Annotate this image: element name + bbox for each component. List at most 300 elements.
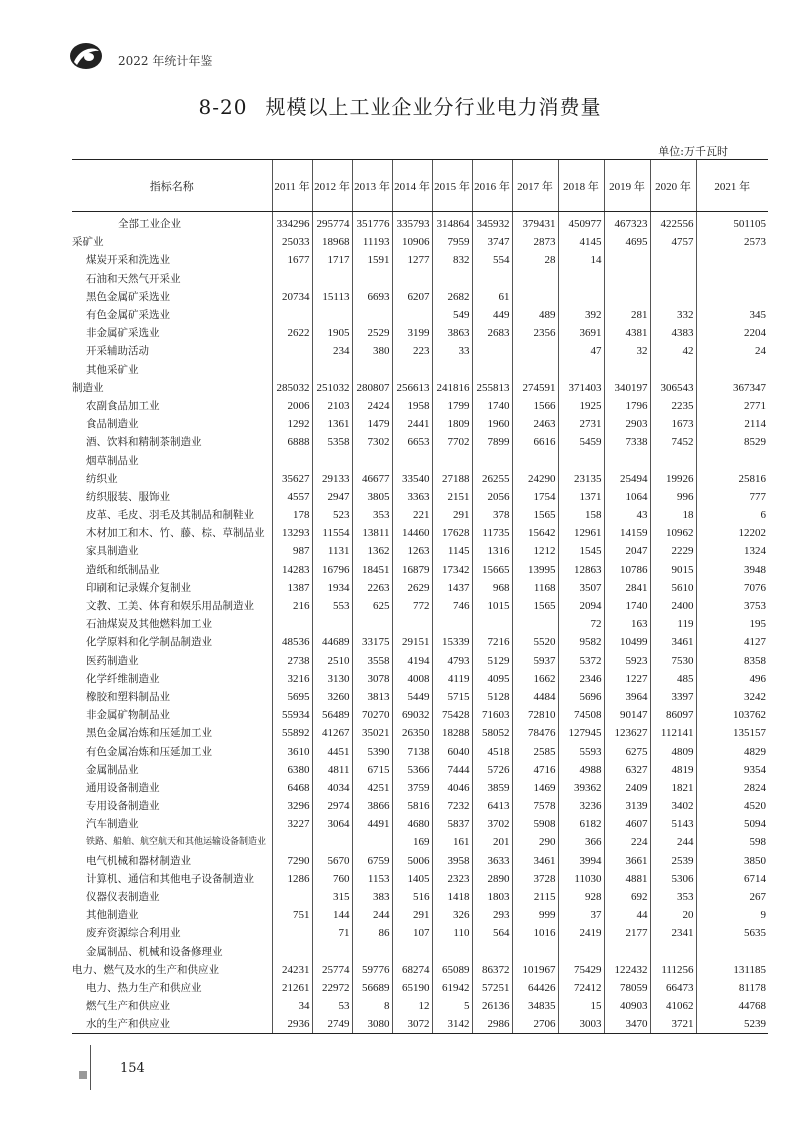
value-cell: 1566 bbox=[512, 397, 558, 415]
table-row bbox=[72, 1015, 768, 1034]
value-cell: 2903 bbox=[604, 415, 650, 433]
value-cell: 2629 bbox=[392, 579, 432, 597]
value-cell: 5006 bbox=[392, 852, 432, 870]
value-cell: 1925 bbox=[558, 397, 604, 415]
value-cell: 1479 bbox=[352, 415, 392, 433]
value-cell: 2890 bbox=[472, 870, 512, 888]
value-cell: 34 bbox=[272, 997, 312, 1015]
value-cell bbox=[604, 943, 650, 961]
table-row bbox=[72, 815, 768, 833]
value-cell: 290 bbox=[512, 833, 558, 851]
value-cell: 25774 bbox=[312, 961, 352, 979]
value-cell: 17342 bbox=[432, 561, 472, 579]
value-cell: 1958 bbox=[392, 397, 432, 415]
value-cell: 18288 bbox=[432, 724, 472, 742]
value-cell: 3199 bbox=[392, 324, 432, 342]
value-cell bbox=[432, 361, 472, 379]
row-label: 造纸和纸制品业 bbox=[86, 563, 160, 576]
value-cell: 3994 bbox=[558, 852, 604, 870]
table-row bbox=[72, 979, 768, 997]
row-label: 酒、饮料和精制茶制造业 bbox=[86, 436, 202, 449]
value-cell: 6327 bbox=[604, 761, 650, 779]
value-cell: 216 bbox=[272, 597, 312, 615]
value-cell: 4095 bbox=[472, 670, 512, 688]
table-row bbox=[72, 724, 768, 742]
value-cell: 3470 bbox=[604, 1015, 650, 1034]
value-cell: 14460 bbox=[392, 524, 432, 542]
value-cell: 3072 bbox=[392, 1015, 432, 1034]
value-cell: 1934 bbox=[312, 579, 352, 597]
value-cell: 5593 bbox=[558, 742, 604, 760]
table-title bbox=[0, 91, 800, 120]
value-cell bbox=[512, 943, 558, 961]
row-label: 文教、工美、体育和娱乐用品制造业 bbox=[86, 600, 254, 613]
column-header-name: 指标名称 bbox=[72, 160, 272, 212]
row-label: 开采辅助活动 bbox=[86, 345, 149, 358]
row-label: 有色金属矿采选业 bbox=[86, 309, 170, 322]
value-cell: 25816 bbox=[696, 470, 768, 488]
row-label: 全部工业企业 bbox=[118, 218, 181, 231]
value-cell bbox=[312, 270, 352, 288]
table-row bbox=[72, 561, 768, 579]
value-cell: 489 bbox=[512, 306, 558, 324]
table-row bbox=[72, 579, 768, 597]
row-label: 木材加工和木、竹、藤、棕、草制品业 bbox=[86, 527, 265, 540]
value-cell: 345 bbox=[696, 306, 768, 324]
value-cell: 44768 bbox=[696, 997, 768, 1015]
value-cell: 383 bbox=[352, 888, 392, 906]
value-cell: 14159 bbox=[604, 524, 650, 542]
value-cell: 5094 bbox=[696, 815, 768, 833]
value-cell: 314864 bbox=[432, 215, 472, 233]
value-cell: 2873 bbox=[512, 233, 558, 251]
table-row bbox=[72, 906, 768, 924]
value-cell: 1418 bbox=[432, 888, 472, 906]
value-cell bbox=[512, 615, 558, 633]
value-cell bbox=[272, 361, 312, 379]
value-cell: 59776 bbox=[352, 961, 392, 979]
value-cell: 968 bbox=[472, 579, 512, 597]
value-cell: 7702 bbox=[432, 433, 472, 451]
value-cell: 221 bbox=[392, 506, 432, 524]
value-cell: 2346 bbox=[558, 670, 604, 688]
value-cell: 2771 bbox=[696, 397, 768, 415]
row-label: 金属制品业 bbox=[86, 763, 139, 776]
value-cell: 16879 bbox=[392, 561, 432, 579]
value-cell: 5520 bbox=[512, 633, 558, 651]
value-cell: 33175 bbox=[352, 633, 392, 651]
value-cell bbox=[558, 943, 604, 961]
value-cell: 22972 bbox=[312, 979, 352, 997]
value-cell: 2936 bbox=[272, 1015, 312, 1034]
value-cell: 692 bbox=[604, 888, 650, 906]
value-cell: 4451 bbox=[312, 742, 352, 760]
value-cell: 2409 bbox=[604, 779, 650, 797]
value-cell bbox=[650, 251, 696, 269]
value-cell: 7899 bbox=[472, 433, 512, 451]
value-cell: 72810 bbox=[512, 706, 558, 724]
value-cell: 23135 bbox=[558, 470, 604, 488]
value-cell: 3633 bbox=[472, 852, 512, 870]
value-cell: 3064 bbox=[312, 815, 352, 833]
row-label: 纺织服装、服饰业 bbox=[86, 490, 170, 503]
value-cell: 291 bbox=[392, 906, 432, 924]
value-cell: 6275 bbox=[604, 742, 650, 760]
value-cell: 78059 bbox=[604, 979, 650, 997]
row-label: 通用设备制造业 bbox=[86, 781, 160, 794]
table-row bbox=[72, 361, 768, 379]
row-label: 皮革、毛皮、羽毛及其制品和制鞋业 bbox=[86, 509, 254, 522]
value-cell bbox=[272, 924, 312, 942]
value-cell: 353 bbox=[650, 888, 696, 906]
table-row bbox=[72, 943, 768, 961]
value-cell: 2177 bbox=[604, 924, 650, 942]
value-cell: 7338 bbox=[604, 433, 650, 451]
value-cell: 27188 bbox=[432, 470, 472, 488]
value-cell: 315 bbox=[312, 888, 352, 906]
value-cell: 5129 bbox=[472, 652, 512, 670]
value-cell: 516 bbox=[392, 888, 432, 906]
value-cell: 6759 bbox=[352, 852, 392, 870]
value-cell: 1799 bbox=[432, 397, 472, 415]
value-cell: 2419 bbox=[558, 924, 604, 942]
value-cell bbox=[312, 943, 352, 961]
value-cell: 5923 bbox=[604, 652, 650, 670]
value-cell: 1168 bbox=[512, 579, 558, 597]
value-cell: 3003 bbox=[558, 1015, 604, 1034]
row-label: 石油和天然气开采业 bbox=[86, 272, 181, 285]
value-cell: 3691 bbox=[558, 324, 604, 342]
value-cell: 28 bbox=[512, 251, 558, 269]
table-row bbox=[72, 233, 768, 251]
value-cell: 267 bbox=[696, 888, 768, 906]
value-cell: 15642 bbox=[512, 524, 558, 542]
value-cell bbox=[512, 270, 558, 288]
table-row bbox=[72, 797, 768, 815]
value-cell: 928 bbox=[558, 888, 604, 906]
value-cell: 10906 bbox=[392, 233, 432, 251]
value-cell: 13811 bbox=[352, 524, 392, 542]
value-cell bbox=[392, 615, 432, 633]
value-cell bbox=[432, 943, 472, 961]
value-cell bbox=[696, 943, 768, 961]
value-cell: 26350 bbox=[392, 724, 432, 742]
value-cell: 2749 bbox=[312, 1015, 352, 1034]
value-cell: 26255 bbox=[472, 470, 512, 488]
value-cell: 15113 bbox=[312, 288, 352, 306]
value-cell: 5372 bbox=[558, 652, 604, 670]
row-label: 医药制造业 bbox=[86, 654, 139, 667]
yearbook-header: 2022 年统计年鉴 bbox=[118, 54, 213, 68]
value-cell: 3661 bbox=[604, 852, 650, 870]
value-cell: 772 bbox=[392, 597, 432, 615]
value-cell bbox=[696, 288, 768, 306]
table-body bbox=[72, 215, 768, 1034]
row-label: 非金属矿采选业 bbox=[86, 327, 160, 340]
value-cell: 3610 bbox=[272, 742, 312, 760]
value-cell: 86 bbox=[352, 924, 392, 942]
value-cell bbox=[650, 451, 696, 469]
table-row bbox=[72, 961, 768, 979]
value-cell: 55892 bbox=[272, 724, 312, 742]
unit-label: 单位:万千瓦时 bbox=[658, 145, 728, 158]
value-cell: 9015 bbox=[650, 561, 696, 579]
value-cell: 1796 bbox=[604, 397, 650, 415]
value-cell: 1677 bbox=[272, 251, 312, 269]
column-header-year: 2021 年 bbox=[696, 160, 768, 212]
value-cell: 1263 bbox=[392, 542, 432, 560]
value-cell: 6380 bbox=[272, 761, 312, 779]
value-cell: 1371 bbox=[558, 488, 604, 506]
value-cell: 14 bbox=[558, 251, 604, 269]
value-cell: 7444 bbox=[432, 761, 472, 779]
value-cell: 1717 bbox=[312, 251, 352, 269]
value-cell: 9582 bbox=[558, 633, 604, 651]
value-cell: 5 bbox=[432, 997, 472, 1015]
value-cell: 3260 bbox=[312, 688, 352, 706]
value-cell: 10786 bbox=[604, 561, 650, 579]
electricity-consumption-table bbox=[72, 159, 768, 1034]
value-cell bbox=[272, 451, 312, 469]
value-cell: 11554 bbox=[312, 524, 352, 542]
value-cell: 2841 bbox=[604, 579, 650, 597]
table-number: 8-20 bbox=[198, 95, 248, 119]
value-cell: 110 bbox=[432, 924, 472, 942]
value-cell: 8 bbox=[352, 997, 392, 1015]
value-cell: 1227 bbox=[604, 670, 650, 688]
value-cell: 7530 bbox=[650, 652, 696, 670]
value-cell: 5816 bbox=[392, 797, 432, 815]
value-cell: 4491 bbox=[352, 815, 392, 833]
value-cell bbox=[392, 361, 432, 379]
value-cell: 1960 bbox=[472, 415, 512, 433]
value-cell: 123627 bbox=[604, 724, 650, 742]
value-cell: 7216 bbox=[472, 633, 512, 651]
value-cell: 6888 bbox=[272, 433, 312, 451]
value-cell bbox=[650, 361, 696, 379]
value-cell bbox=[352, 361, 392, 379]
row-label: 水的生产和供应业 bbox=[72, 1015, 272, 1034]
table-row bbox=[72, 761, 768, 779]
value-cell: 1324 bbox=[696, 542, 768, 560]
value-cell: 280807 bbox=[352, 379, 392, 397]
value-cell: 554 bbox=[472, 251, 512, 269]
value-cell: 18451 bbox=[352, 561, 392, 579]
value-cell: 69032 bbox=[392, 706, 432, 724]
value-cell: 291 bbox=[432, 506, 472, 524]
value-cell bbox=[272, 342, 312, 360]
value-cell: 334296 bbox=[272, 215, 312, 233]
value-cell: 3078 bbox=[352, 670, 392, 688]
value-cell: 34835 bbox=[512, 997, 558, 1015]
value-cell: 2400 bbox=[650, 597, 696, 615]
table-row bbox=[72, 633, 768, 651]
value-cell bbox=[696, 270, 768, 288]
table-row bbox=[72, 615, 768, 633]
value-cell: 15665 bbox=[472, 561, 512, 579]
value-cell: 4194 bbox=[392, 652, 432, 670]
value-cell: 380 bbox=[352, 342, 392, 360]
value-cell: 256613 bbox=[392, 379, 432, 397]
row-label: 金属制品、机械和设备修理业 bbox=[86, 945, 223, 958]
value-cell: 1469 bbox=[512, 779, 558, 797]
value-cell: 450977 bbox=[558, 215, 604, 233]
value-cell: 4484 bbox=[512, 688, 558, 706]
value-cell: 61 bbox=[472, 288, 512, 306]
value-cell: 6040 bbox=[432, 742, 472, 760]
value-cell: 7959 bbox=[432, 233, 472, 251]
value-cell: 340197 bbox=[604, 379, 650, 397]
value-cell: 4793 bbox=[432, 652, 472, 670]
value-cell: 72 bbox=[558, 615, 604, 633]
value-cell: 351776 bbox=[352, 215, 392, 233]
value-cell bbox=[312, 833, 352, 851]
footer-rule bbox=[90, 1045, 91, 1090]
value-cell bbox=[312, 615, 352, 633]
value-cell: 306543 bbox=[650, 379, 696, 397]
row-label: 其他制造业 bbox=[86, 909, 139, 922]
column-header-year: 2015 年 bbox=[432, 160, 472, 212]
value-cell: 41267 bbox=[312, 724, 352, 742]
value-cell: 1286 bbox=[272, 870, 312, 888]
row-label: 家具制造业 bbox=[86, 545, 139, 558]
value-cell: 3242 bbox=[696, 688, 768, 706]
column-header-year: 2011 年 bbox=[272, 160, 312, 212]
column-header-year: 2013 年 bbox=[352, 160, 392, 212]
value-cell: 2682 bbox=[432, 288, 472, 306]
value-cell: 5390 bbox=[352, 742, 392, 760]
value-cell: 335793 bbox=[392, 215, 432, 233]
value-cell: 1673 bbox=[650, 415, 696, 433]
table-row bbox=[72, 506, 768, 524]
value-cell: 18 bbox=[650, 506, 696, 524]
value-cell: 2229 bbox=[650, 542, 696, 560]
value-cell: 58052 bbox=[472, 724, 512, 742]
value-cell: 1809 bbox=[432, 415, 472, 433]
value-cell: 987 bbox=[272, 542, 312, 560]
column-header-year: 2014 年 bbox=[392, 160, 432, 212]
value-cell: 5635 bbox=[696, 924, 768, 942]
value-cell: 3236 bbox=[558, 797, 604, 815]
value-cell: 2204 bbox=[696, 324, 768, 342]
value-cell: 101967 bbox=[512, 961, 558, 979]
value-cell: 5726 bbox=[472, 761, 512, 779]
value-cell: 119 bbox=[650, 615, 696, 633]
value-cell: 1662 bbox=[512, 670, 558, 688]
table-row bbox=[72, 251, 768, 269]
table-row bbox=[72, 888, 768, 906]
value-cell: 223 bbox=[392, 342, 432, 360]
value-cell: 5696 bbox=[558, 688, 604, 706]
value-cell: 295774 bbox=[312, 215, 352, 233]
value-cell: 553 bbox=[312, 597, 352, 615]
value-cell: 3080 bbox=[352, 1015, 392, 1034]
value-cell: 5239 bbox=[696, 1015, 768, 1034]
value-cell: 10962 bbox=[650, 524, 696, 542]
value-cell: 3363 bbox=[392, 488, 432, 506]
value-cell: 2510 bbox=[312, 652, 352, 670]
value-cell: 1437 bbox=[432, 579, 472, 597]
value-cell bbox=[604, 270, 650, 288]
value-cell bbox=[604, 451, 650, 469]
value-cell: 7302 bbox=[352, 433, 392, 451]
value-cell: 4809 bbox=[650, 742, 696, 760]
table-row bbox=[72, 306, 768, 324]
row-label: 专用设备制造业 bbox=[86, 800, 160, 813]
value-cell: 598 bbox=[696, 833, 768, 851]
value-cell bbox=[558, 288, 604, 306]
value-cell: 55934 bbox=[272, 706, 312, 724]
value-cell: 3850 bbox=[696, 852, 768, 870]
value-cell: 9 bbox=[696, 906, 768, 924]
value-cell: 378 bbox=[472, 506, 512, 524]
row-label: 计算机、通信和其他电子设备制造业 bbox=[86, 872, 254, 885]
value-cell: 75429 bbox=[558, 961, 604, 979]
value-cell: 2323 bbox=[432, 870, 472, 888]
value-cell bbox=[432, 270, 472, 288]
value-cell: 371403 bbox=[558, 379, 604, 397]
value-cell: 449 bbox=[472, 306, 512, 324]
row-label: 燃气生产和供应业 bbox=[86, 1000, 170, 1013]
row-label: 黑色金属冶炼和压延加工业 bbox=[86, 727, 212, 740]
value-cell: 1740 bbox=[472, 397, 512, 415]
value-cell bbox=[650, 943, 696, 961]
value-cell: 4046 bbox=[432, 779, 472, 797]
value-cell: 3402 bbox=[650, 797, 696, 815]
value-cell: 392 bbox=[558, 306, 604, 324]
value-cell: 71603 bbox=[472, 706, 512, 724]
value-cell: 18968 bbox=[312, 233, 352, 251]
value-cell bbox=[558, 270, 604, 288]
value-cell: 4034 bbox=[312, 779, 352, 797]
table-row bbox=[72, 451, 768, 469]
value-cell: 244 bbox=[352, 906, 392, 924]
value-cell: 9354 bbox=[696, 761, 768, 779]
value-cell: 7076 bbox=[696, 579, 768, 597]
value-cell: 7578 bbox=[512, 797, 558, 815]
value-cell: 8358 bbox=[696, 652, 768, 670]
value-cell: 178 bbox=[272, 506, 312, 524]
value-cell: 2103 bbox=[312, 397, 352, 415]
value-cell: 24231 bbox=[272, 961, 312, 979]
value-cell: 4381 bbox=[604, 324, 650, 342]
value-cell: 1565 bbox=[512, 506, 558, 524]
value-cell: 3507 bbox=[558, 579, 604, 597]
value-cell: 2824 bbox=[696, 779, 768, 797]
value-cell: 3753 bbox=[696, 597, 768, 615]
table-row bbox=[72, 997, 768, 1015]
value-cell: 281 bbox=[604, 306, 650, 324]
table-row bbox=[72, 215, 768, 233]
value-cell: 6616 bbox=[512, 433, 558, 451]
value-cell: 65190 bbox=[392, 979, 432, 997]
value-cell: 4829 bbox=[696, 742, 768, 760]
value-cell: 1292 bbox=[272, 415, 312, 433]
value-cell: 3859 bbox=[472, 779, 512, 797]
value-cell: 21261 bbox=[272, 979, 312, 997]
table-title-text: 规模以上工业企业分行业电力消费量 bbox=[265, 95, 602, 119]
table-header-row bbox=[72, 160, 768, 212]
value-cell: 3948 bbox=[696, 561, 768, 579]
value-cell: 61942 bbox=[432, 979, 472, 997]
value-cell: 12202 bbox=[696, 524, 768, 542]
value-cell: 48536 bbox=[272, 633, 312, 651]
value-cell: 3227 bbox=[272, 815, 312, 833]
value-cell: 1361 bbox=[312, 415, 352, 433]
value-cell: 1387 bbox=[272, 579, 312, 597]
row-label: 废弃资源综合利用业 bbox=[86, 927, 181, 940]
value-cell bbox=[312, 306, 352, 324]
